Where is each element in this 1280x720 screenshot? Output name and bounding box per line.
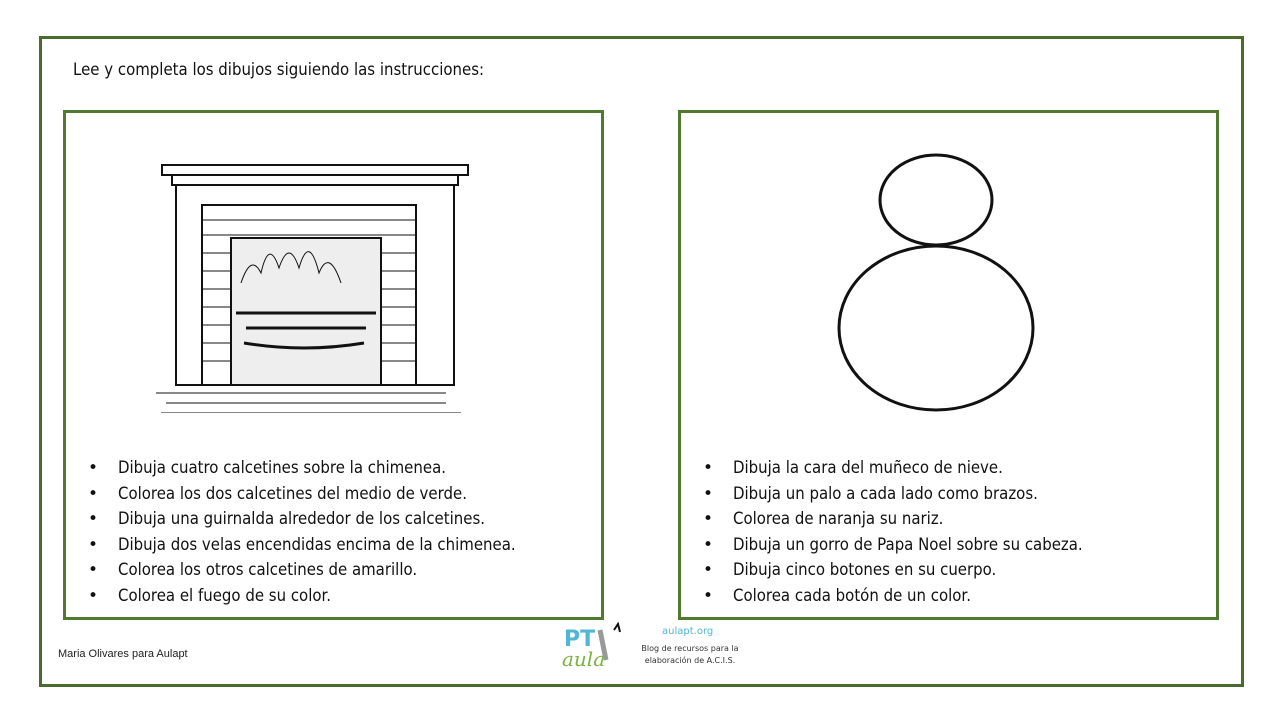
logo-site: aulapt.org	[662, 626, 714, 637]
snowman-instructions	[703, 456, 1130, 609]
snowman-drawing	[831, 148, 1041, 418]
list-item: • Colorea los otros calcetines de amarillo.	[88, 560, 418, 580]
logo-tagline: Blog de recursos para la elaboración de A.C.I.S.	[641, 644, 739, 665]
page-title: Lee y completa los dibujos siguiendo las instrucciones:	[73, 60, 485, 80]
snowman-panel	[678, 110, 1219, 620]
author-credit: Maria Olivares para Aulapt	[58, 648, 188, 660]
svg-text:PT: PT	[564, 627, 596, 652]
list-item: • Dibuja una guirnalda alrededor de los calcetines.	[88, 509, 486, 529]
list-item: • Dibuja dos velas encendidas encima de la chimenea.	[88, 534, 516, 555]
list-item: • Dibuja un palo a cada lado como brazos.	[703, 483, 1038, 504]
fireplace-drawing	[156, 163, 476, 413]
list-item: • Dibuja cuatro calcetines sobre la chimenea.	[88, 458, 446, 478]
list-item: • Colorea los dos calcetines del medio de verde.	[88, 483, 467, 504]
list-item: • Colorea el fuego de su color.	[88, 585, 332, 606]
svg-text:aula: aula	[562, 647, 606, 671]
fireplace-panel	[63, 110, 604, 620]
list-item: • Colorea de naranja su nariz.	[703, 509, 944, 529]
list-item: • Dibuja un gorro de Papa Noel sobre su cabeza.	[703, 534, 1083, 555]
fireplace-instructions	[88, 456, 570, 609]
list-item: • Colorea cada botón de un color.	[703, 585, 971, 606]
aulapt-logo	[560, 622, 630, 672]
list-item: • Dibuja la cara del muñeco de nieve.	[703, 458, 1003, 478]
list-item: • Dibuja cinco botones en su cuerpo.	[703, 560, 997, 580]
